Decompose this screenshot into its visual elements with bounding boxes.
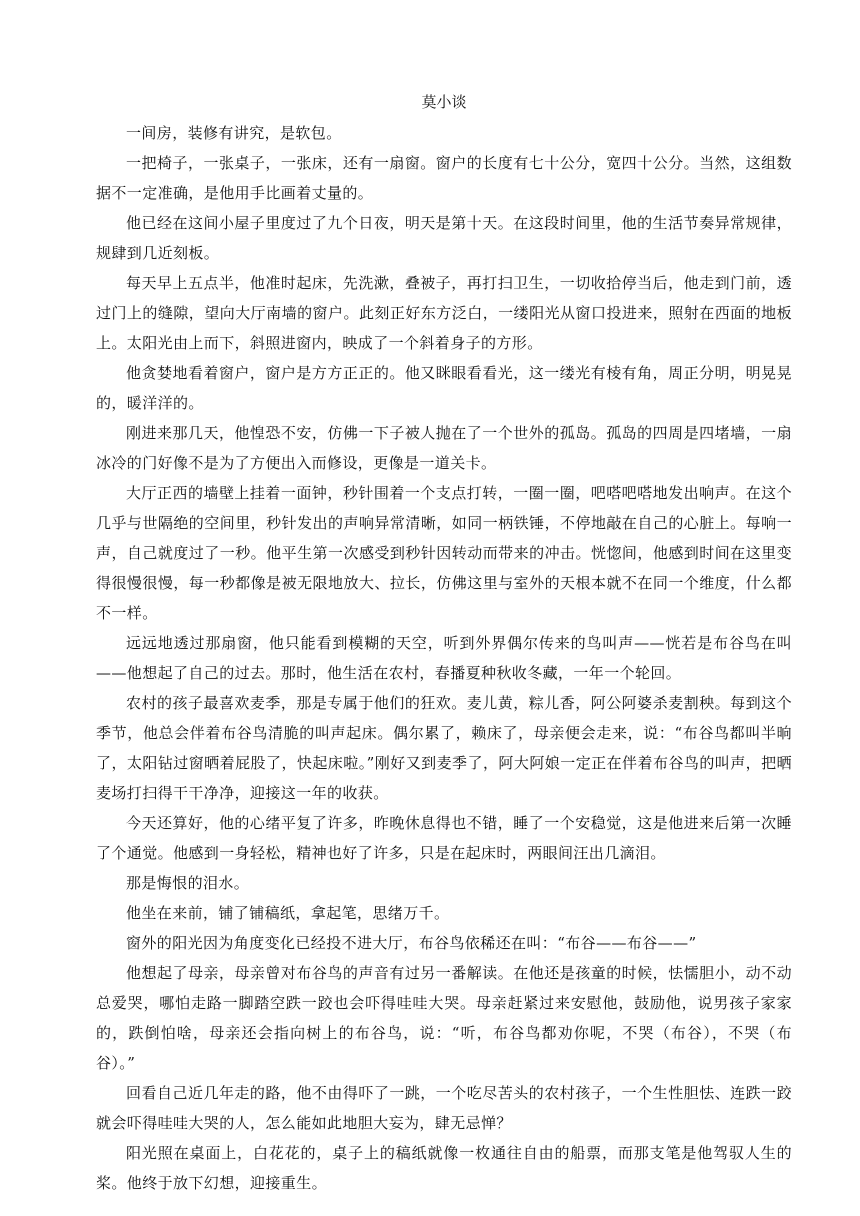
article-title: 莫小谈 bbox=[421, 93, 467, 111]
paragraph: 回看自己近几年走的路，他不由得吓了一跳，一个吃尽苦头的农村孩子，一个生性胆怯、连跌一跤就会吓得哇哇大哭的人，怎么能如此地胆大妄为，肆无忌惮？ bbox=[96, 1084, 792, 1132]
paragraph: 他坐在来前，铺了铺稿纸，拿起笔，思绪万千。 bbox=[126, 904, 450, 922]
paragraph: 阳光照在桌面上，白花花的，桌子上的稿纸就像一枚通往自由的船票，而那支笔是他驾驭人生的桨。他终于放下幻想，迎接重生。 bbox=[96, 1144, 792, 1192]
paragraph: 今天还算好，他的心绪平复了许多，昨晚休息得也不错，睡了一个安稳觉，这是他进来后第一次睡了个通觉。他感到一身轻松，精神也好了许多，只是在起床时，两眼间汪出几滴泪。 bbox=[96, 814, 792, 862]
paragraph: 一间房，装修有讲究，是软包。 bbox=[126, 124, 342, 142]
paragraph: 他已经在这间小屋子里度过了九个日夜，明天是第十天。在这段时间里，他的生活节奏异常规律，规肆到几近刻板。 bbox=[96, 214, 792, 262]
paragraph: 远远地透过那扇窗，他只能看到模糊的天空，听到外界偶尔传来的鸟叫声——恍若是布谷鸟在叫——他想起了自己的过去。那时，他生活在农村，春播夏种秋收冬藏，一年一个轮回。 bbox=[96, 634, 792, 682]
paragraph: 刚进来那几天，他惶恐不安，仿佛一下子被人抛在了一个世外的孤岛。孤岛的四周是四堵墙，一扇冰冷的门好像不是为了方便出入而修设，更像是一道关卡。 bbox=[96, 424, 792, 472]
paragraph: 窗外的阳光因为角度变化已经投不进大厅，布谷鸟依稀还在叫：“布谷——布谷——” bbox=[126, 934, 697, 952]
paragraph: 农村的孩子最喜欢麦季，那是专属于他们的狂欢。麦儿黄，粽儿香，阿公阿婆杀麦割秧。每到这个季节，他总会伴着布谷鸟清脆的叫声起床。偶尔累了，赖床了，母亲便会走来，说：“布谷鸟都叫半晌了，太阳钻过窗晒着屁股了，快起床啦。”刚好又到麦季了，阿大阿娘一定正在伴着布谷鸟的叫声，把晒麦场打扫得干干净净，迎接这一年的收获。 bbox=[96, 694, 792, 802]
paragraph: 每天早上五点半，他准时起床，先洗漱，叠被子，再打扫卫生，一切收拾停当后，他走到门前，透过门上的缝隙，望向大厅南墙的窗户。此刻正好东方泛白，一缕阳光从窗口投进来，照射在西面的地板上。太阳光由上而下，斜照进窗内，映成了一个斜着身子的方形。 bbox=[96, 274, 792, 352]
paragraph: 大厅正西的墙壁上挂着一面钟，秒针围着一个支点打转，一圈一圈，吧嗒吧嗒地发出响声。在这个几乎与世隔绝的空间里，秒针发出的声响异常清晰，如同一柄铁锤，不停地敲在自己的心脏上。每响一声，自己就度过了一秒。他平生第一次感受到秒针因转动而带来的冲击。恍惚间，他感到时间在这里变得很慢很慢，每一秒都像是被无限地放大、拉长，仿佛这里与室外的天根本就不在同一个维度，什么都不一样。 bbox=[96, 484, 792, 622]
paragraph: 那是悔恨的泪水。 bbox=[126, 874, 250, 892]
paragraph: 他想起了母亲，母亲曾对布谷鸟的声音有过另一番解读。在他还是孩童的时候，怯懦胆小，动不动总爱哭，哪怕走路一脚踏空跌一跤也会吓得哇哇大哭。母亲赶紧过来安慰他，鼓励他，说男孩子家家的，跌倒怕啥，母亲还会指向树上的布谷鸟，说：“听，布谷鸟都劝你呢，不哭（布谷），不哭（布谷）。” bbox=[96, 964, 792, 1072]
paragraph: 他贪婪地看着窗户，窗户是方方正正的。他又眯眼看看光，这一缕光有棱有角，周正分明，明晃晃的，暖洋洋的。 bbox=[96, 364, 792, 412]
article-body bbox=[96, 88, 792, 1198]
paragraph: 一把椅子，一张桌子，一张床，还有一扇窗。窗户的长度有七十公分，宽四十公分。当然，这组数据不一定准确，是他用手比画着丈量的。 bbox=[96, 154, 792, 202]
